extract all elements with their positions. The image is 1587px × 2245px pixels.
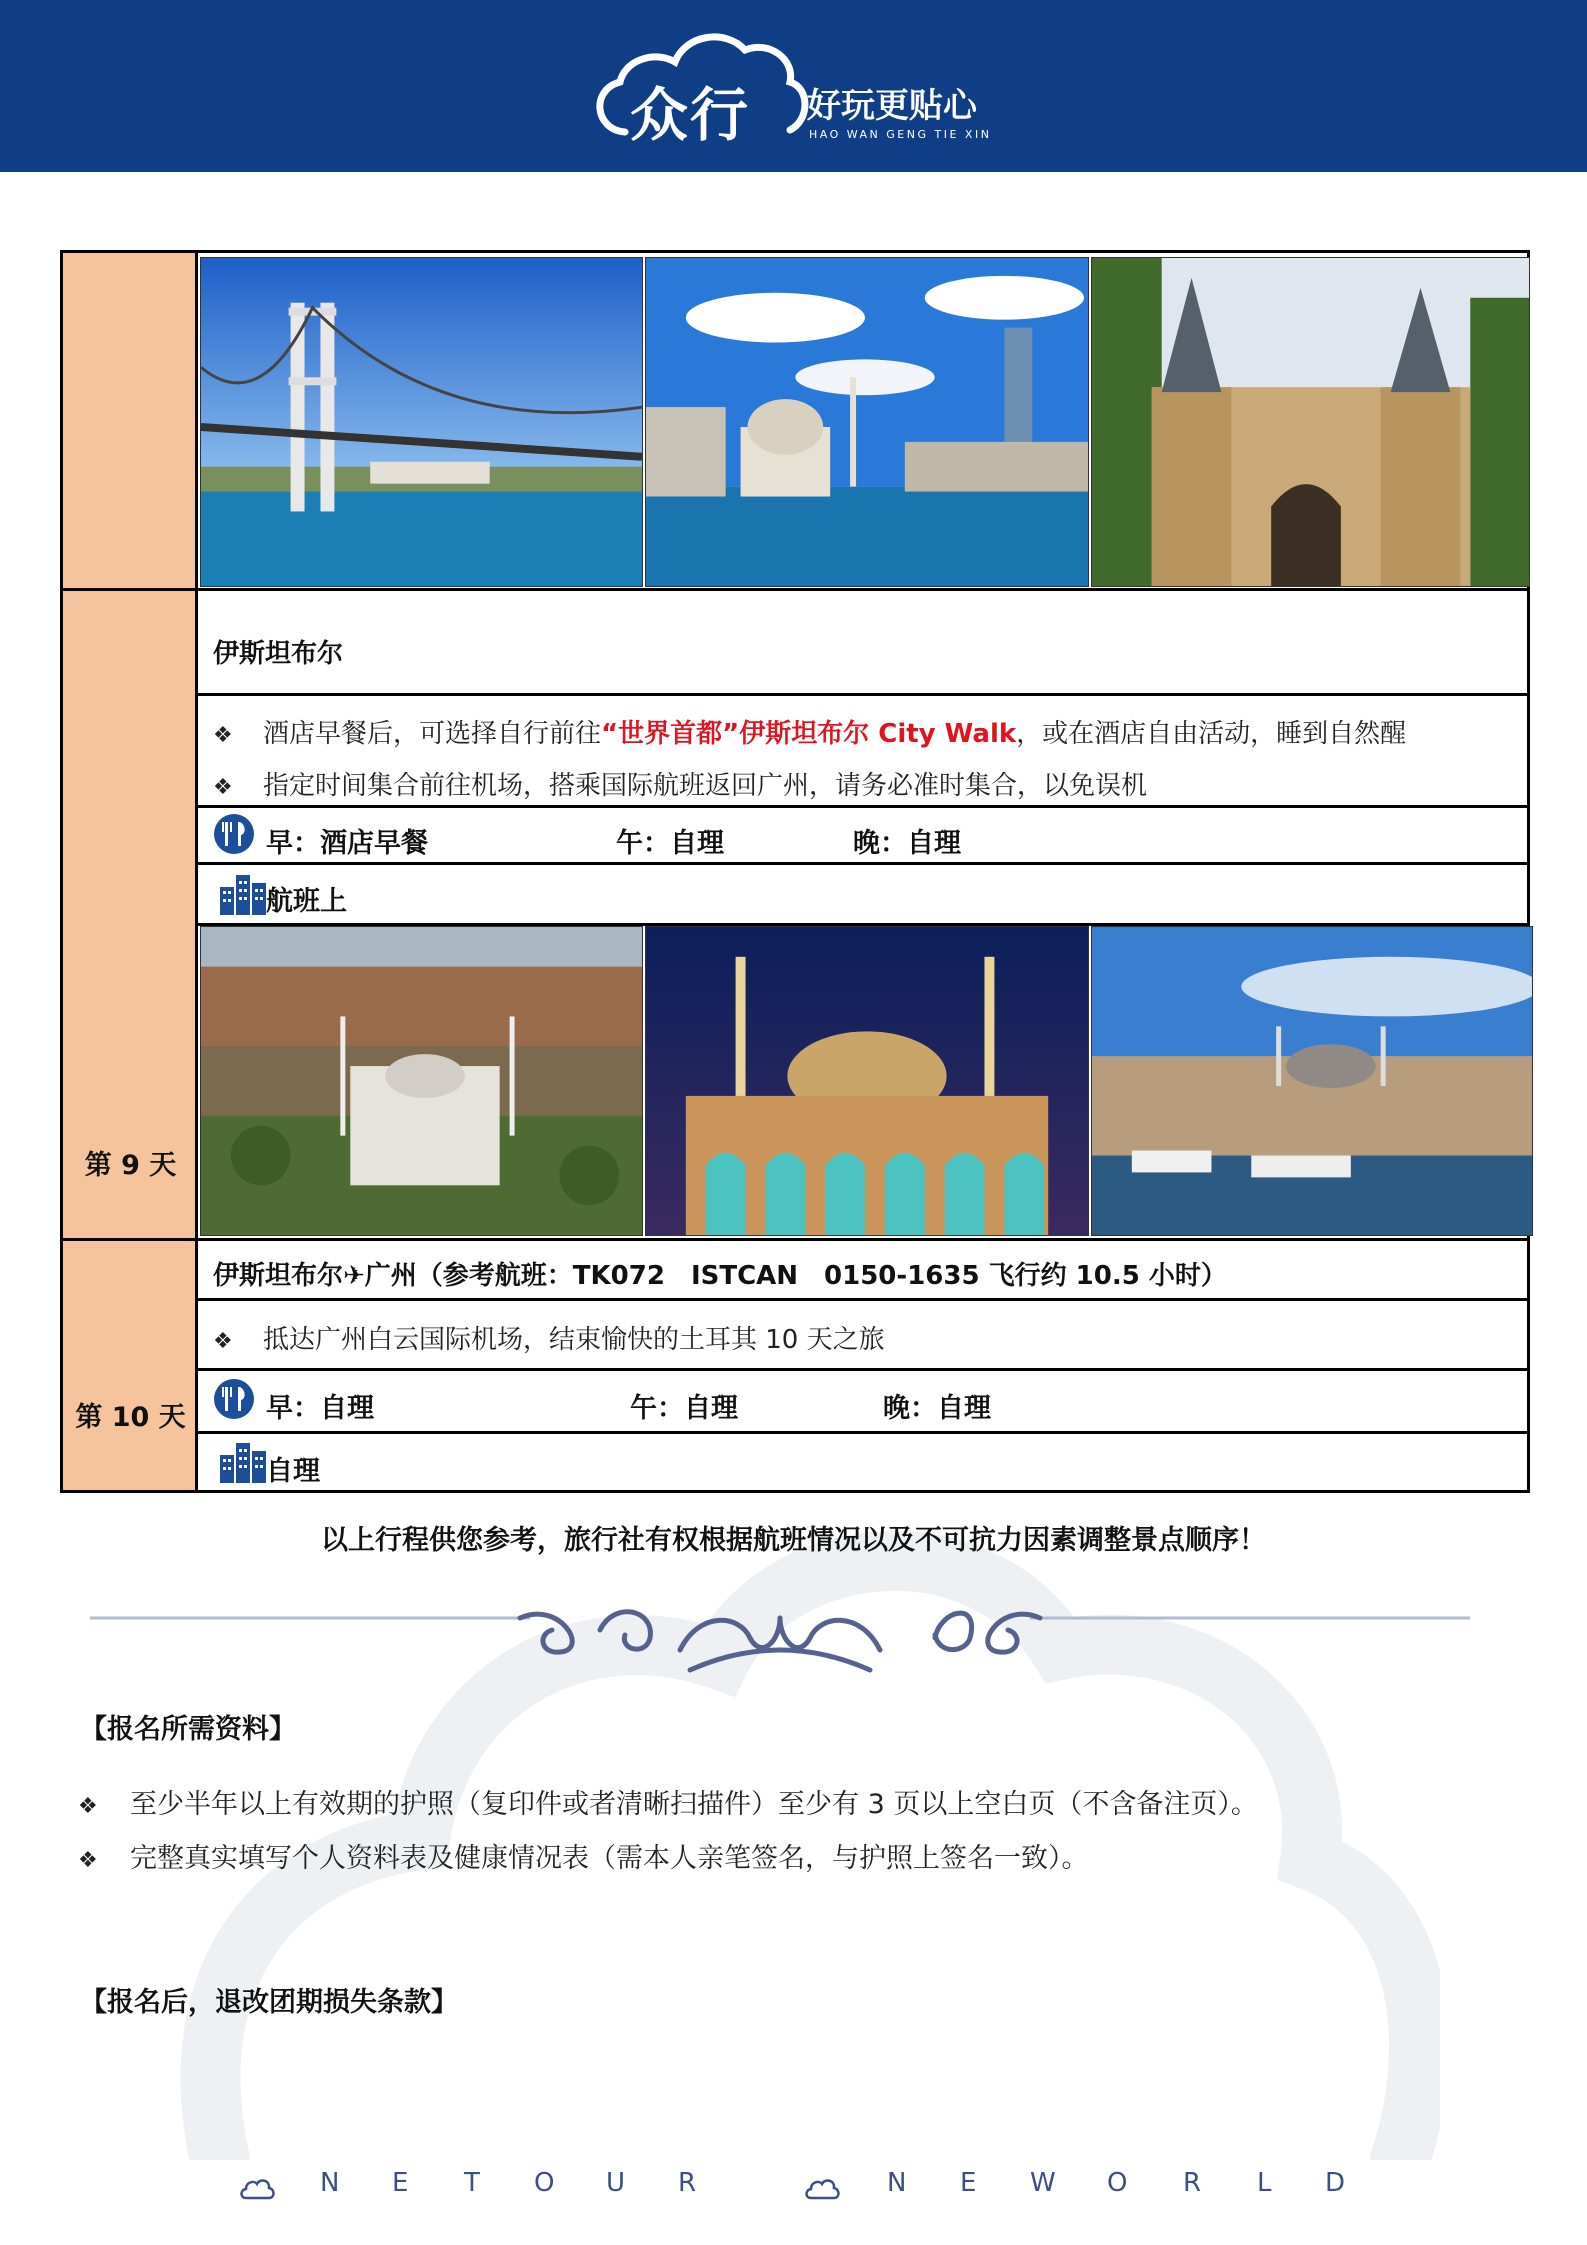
footer-letter: O bbox=[534, 2168, 555, 2198]
footer-letter: O bbox=[1107, 2168, 1128, 2198]
itinerary-table bbox=[60, 250, 1530, 1493]
footer-letter: L bbox=[1257, 2168, 1272, 2198]
hotel-icon bbox=[218, 1441, 266, 1483]
photo-bosphorus-bridge bbox=[200, 257, 643, 587]
footer-letter: R bbox=[1183, 2168, 1202, 2198]
day10-label: 第 10 天 bbox=[75, 1402, 186, 1433]
photo-golden-horn bbox=[1091, 926, 1533, 1236]
day-column-photos bbox=[63, 253, 198, 591]
photo-aerial-mosque bbox=[200, 926, 643, 1236]
footer-letter: D bbox=[1325, 2168, 1346, 2198]
row-divider bbox=[198, 1298, 1527, 1301]
signup-docs-title: 【报名所需资料】 bbox=[80, 1714, 296, 1745]
ornament-divider bbox=[90, 1590, 1470, 1680]
day10-meals bbox=[213, 1386, 1513, 1422]
day10-column bbox=[63, 1241, 198, 1490]
footer-letter: E bbox=[392, 2168, 409, 2198]
dinner: 晚：自理 bbox=[883, 1393, 991, 1424]
dinner: 晚：自理 bbox=[853, 828, 961, 859]
footer-letter: N bbox=[320, 2168, 340, 2198]
footer-letter: N bbox=[887, 2168, 907, 2198]
footer-netour bbox=[240, 2168, 740, 2208]
day9-title: 伊斯坦布尔 bbox=[213, 639, 344, 669]
signup-doc-item: ❖ 至少半年以上有效期的护照（复印件或者清晰扫描件）至少有 3 页以上空白页（不含备注页）。 bbox=[78, 1789, 1258, 1820]
breakfast: 早：酒店早餐 bbox=[266, 828, 428, 859]
bullet-icon: ❖ bbox=[213, 775, 233, 800]
lunch: 午：自理 bbox=[630, 1393, 738, 1424]
signup-doc-item: ❖ 完整真实填写个人资料表及健康情况表（需本人亲笔签名，与护照上签名一致）。 bbox=[78, 1843, 1089, 1874]
logo-main-text: 众行 bbox=[630, 81, 751, 149]
day10-title: 伊斯坦布尔✈广州（参考航班：TK072 ISTCAN 0150-1635 飞行约 10.5 小时） bbox=[213, 1261, 1227, 1291]
bullet-icon: ❖ bbox=[78, 1794, 98, 1819]
bullet-icon: ❖ bbox=[213, 723, 233, 748]
footer-letter: T bbox=[464, 2168, 480, 2198]
logo-slogan: 好玩更贴心 bbox=[807, 86, 977, 126]
day9-label: 第 9 天 bbox=[84, 1150, 177, 1181]
logo-pinyin: HAO WAN GENG TIE XIN bbox=[809, 128, 992, 141]
day9-column bbox=[63, 591, 198, 1241]
cancellation-title: 【报名后，退改团期损失条款】 bbox=[80, 1987, 458, 2018]
breakfast: 早：自理 bbox=[266, 1393, 374, 1424]
row-divider bbox=[63, 1238, 1527, 1241]
footer-newworld bbox=[805, 2168, 1365, 2208]
day9-bullet-1: ❖ 酒店早餐后，可选择自行前往“世界首都”伊斯坦布尔 City Walk，或在酒店自由活动，睡到自然醒 bbox=[213, 719, 1407, 749]
day9-meals bbox=[213, 821, 1513, 857]
footer-letter: W bbox=[1030, 2168, 1056, 2198]
footer-letter: E bbox=[960, 2168, 977, 2198]
lunch: 午：自理 bbox=[616, 828, 724, 859]
highlight-text: “世界首都”伊斯坦布尔 City Walk bbox=[601, 719, 1017, 749]
footer-letter: U bbox=[606, 2168, 626, 2198]
day9-hotel: 航班上 bbox=[266, 886, 347, 917]
photo-blue-mosque-night bbox=[645, 926, 1089, 1236]
cloud-icon bbox=[805, 2176, 841, 2202]
day10-hotel: 自理 bbox=[266, 1456, 320, 1487]
photo-dolmabahce-mosque bbox=[645, 257, 1089, 587]
row-divider bbox=[198, 1368, 1527, 1371]
cloud-icon bbox=[240, 2176, 276, 2202]
photo-topkapi-gate bbox=[1091, 257, 1530, 587]
row-divider bbox=[198, 805, 1527, 808]
bullet-icon: ❖ bbox=[213, 1329, 233, 1354]
page-footer bbox=[0, 2168, 1587, 2208]
row-divider bbox=[63, 588, 1527, 591]
brand-logo bbox=[585, 20, 1025, 160]
row-divider bbox=[198, 862, 1527, 865]
footer-letter: R bbox=[678, 2168, 697, 2198]
page-header bbox=[0, 0, 1587, 172]
itinerary-notice: 以上行程供您参考，旅行社有权根据航班情况以及不可抗力因素调整景点顺序！ bbox=[321, 1525, 1266, 1556]
bullet-icon: ❖ bbox=[78, 1848, 98, 1873]
day10-bullet-1: ❖ 抵达广州白云国际机场，结束愉快的土耳其 10 天之旅 bbox=[213, 1325, 885, 1355]
day9-bullet-2: ❖ 指定时间集合前往机场，搭乘国际航班返回广州，请务必准时集合，以免误机 bbox=[213, 771, 1148, 801]
row-divider bbox=[198, 1431, 1527, 1434]
hotel-icon bbox=[218, 873, 266, 915]
row-divider bbox=[198, 693, 1527, 696]
